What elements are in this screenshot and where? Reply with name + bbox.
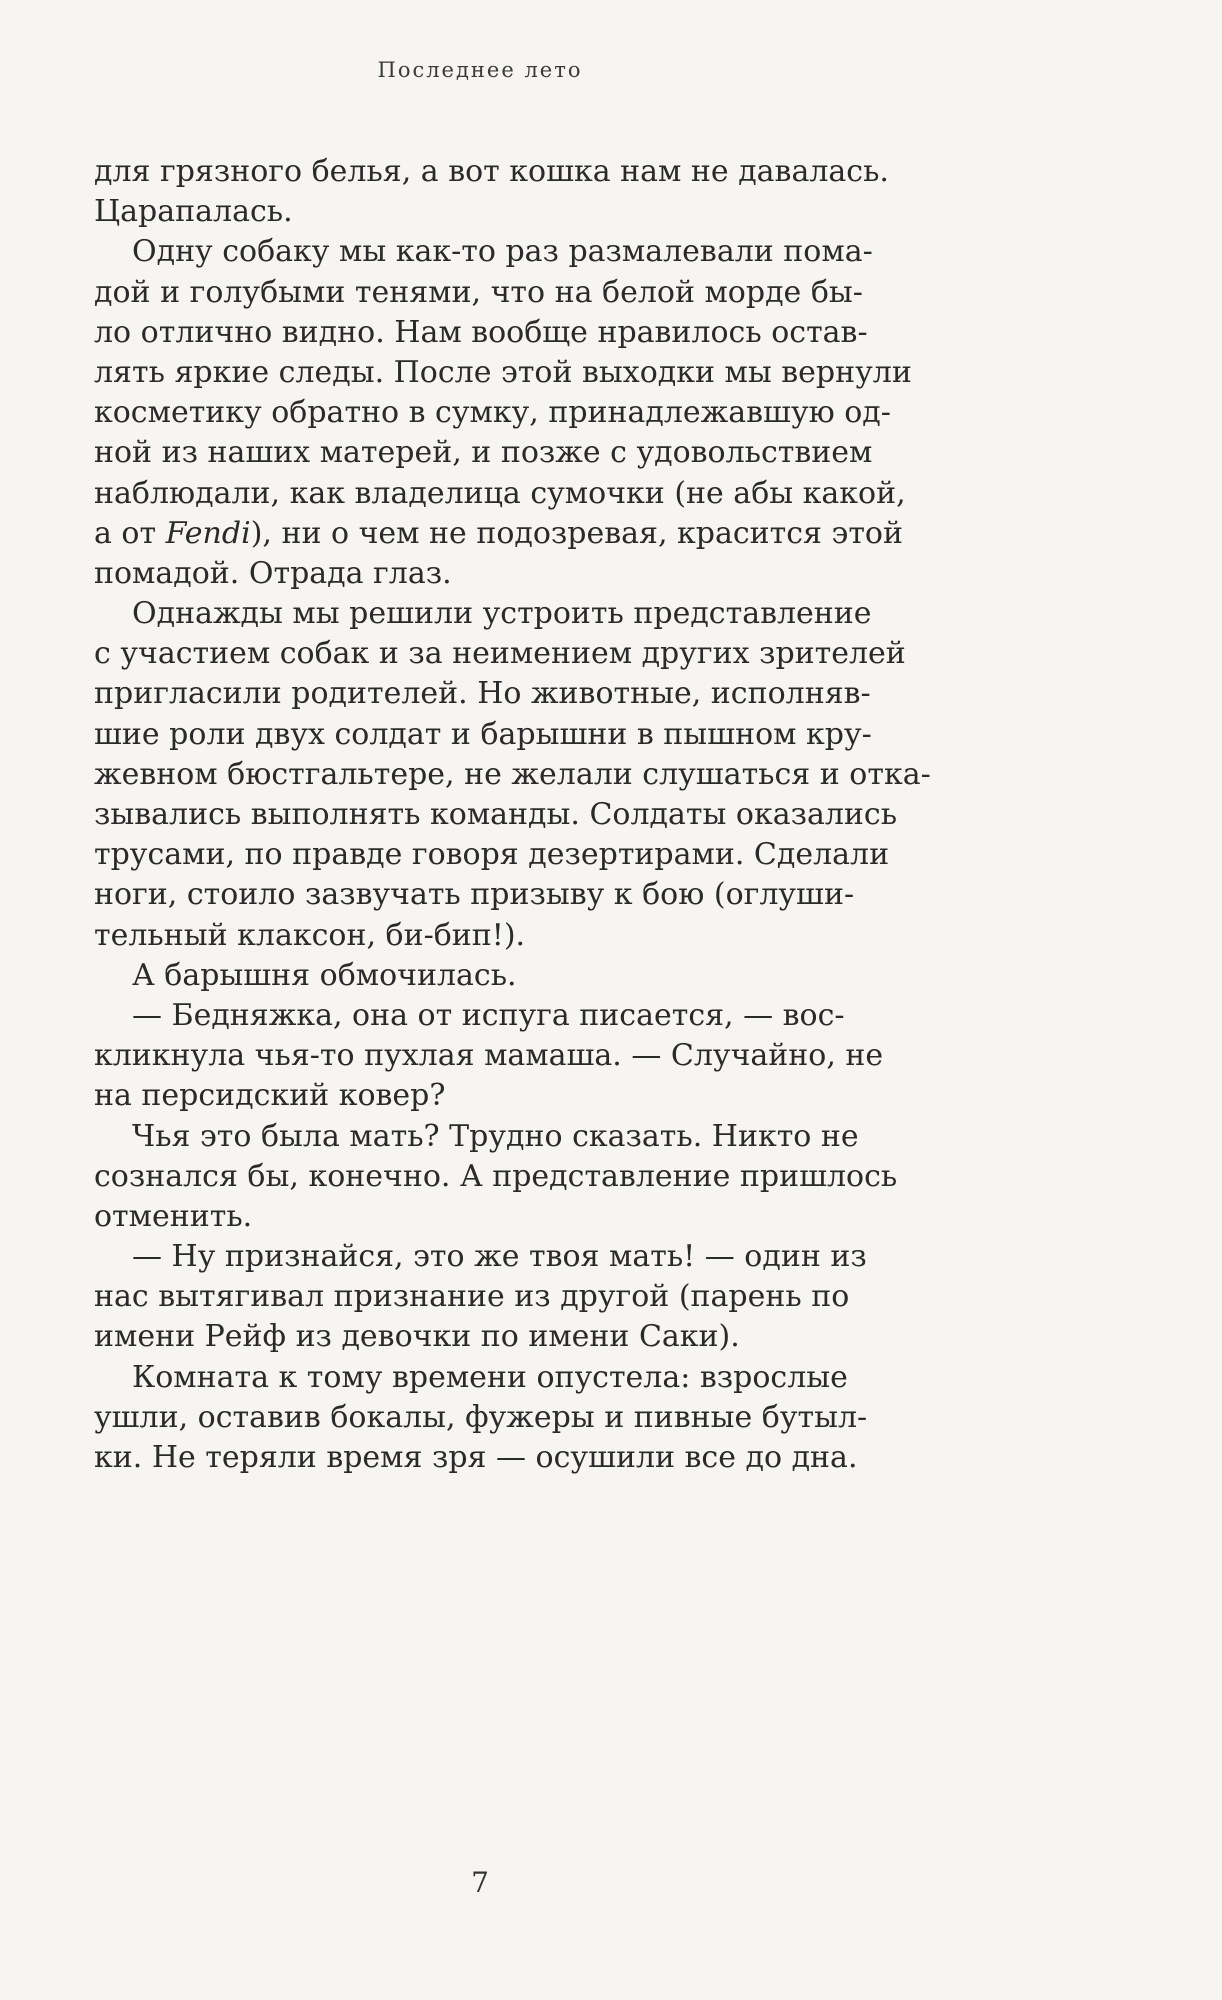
text-line: зывались выполнять команды. Солдаты оказались [94, 797, 898, 832]
text-line: — Бедняжка, она от испуга писается, — вос- [132, 997, 845, 1033]
text-line: трусами, по правде говоря дезертирами. Сделали [94, 837, 890, 873]
text-line: тельный клаксон, би-бип!). [94, 917, 526, 953]
text-line: с участием собак и за неимением других зрителей [94, 636, 906, 672]
text-line: лять яркие следы. После этой выходки мы вернули [94, 354, 912, 390]
text-line: косметику обратно в сумку, принадлежавшую од- [94, 395, 891, 431]
page-number: 7 [471, 1866, 489, 1899]
text-line: нас вытягивал признание из другой (парень по [94, 1279, 850, 1315]
text-line: Чья это была мать? Трудно сказать. Никто не [132, 1118, 859, 1154]
running-head: Последнее лето [377, 58, 583, 82]
text-line: — Ну признайся, это же твоя мать! — один из [132, 1239, 867, 1275]
body-text [94, 152, 931, 1478]
text-line: ной из наших матерей, и позже с удовольствием [94, 435, 873, 471]
text-line: шие роли двух солдат и барышни в пышном кру- [94, 716, 872, 752]
text-line: ушли, оставив бокалы, фужеры и пивные бутыл- [94, 1399, 868, 1435]
text-line: ноги, стоило зазвучать призыву к бою (оглуши- [94, 877, 855, 913]
text-line: сознался бы, конечно. А представление пришлось [94, 1158, 898, 1194]
text-line: имени Рейф из девочки по имени Саки). [94, 1319, 740, 1355]
text-line: жевном бюстгальтере, не желали слушаться и отка- [94, 756, 931, 792]
text-segment: ), ни о чем не подозревая, красится этой [250, 515, 903, 551]
text-line: на персидский ковер? [94, 1078, 446, 1114]
text-segment: а от [94, 515, 166, 551]
text-line: помадой. Отрада глаз. [94, 555, 452, 591]
text-line: отменить. [94, 1198, 253, 1234]
text-line: Одну собаку мы как-то раз размалевали пома- [132, 234, 873, 270]
brand-name-italic: Fendi [165, 515, 251, 551]
text-line: Комната к тому времени опустела: взрослые [132, 1359, 848, 1395]
text-line [94, 514, 903, 554]
text-line: наблюдали, как владелица сумочки (не абы какой, [94, 475, 906, 511]
text-line: ки. Не теряли время зря — осушили все до дна. [94, 1440, 858, 1475]
text-line: кликнула чья-то пухлая мамаша. — Случайно, не [94, 1038, 884, 1074]
text-line: дой и голубыми тенями, что на белой морде бы- [94, 274, 863, 310]
text-line: для грязного белья, а вот кошка нам не давалась. [94, 154, 889, 189]
text-line: ло отлично видно. Нам вообще нравилось остав- [94, 314, 868, 350]
text-line: пригласили родителей. Но животные, исполняв- [94, 676, 871, 712]
text-line: А барышня обмочилась. [132, 957, 517, 993]
text-line: Царапалась. [94, 194, 293, 230]
text-line: Однажды мы решили устроить представление [132, 596, 872, 632]
